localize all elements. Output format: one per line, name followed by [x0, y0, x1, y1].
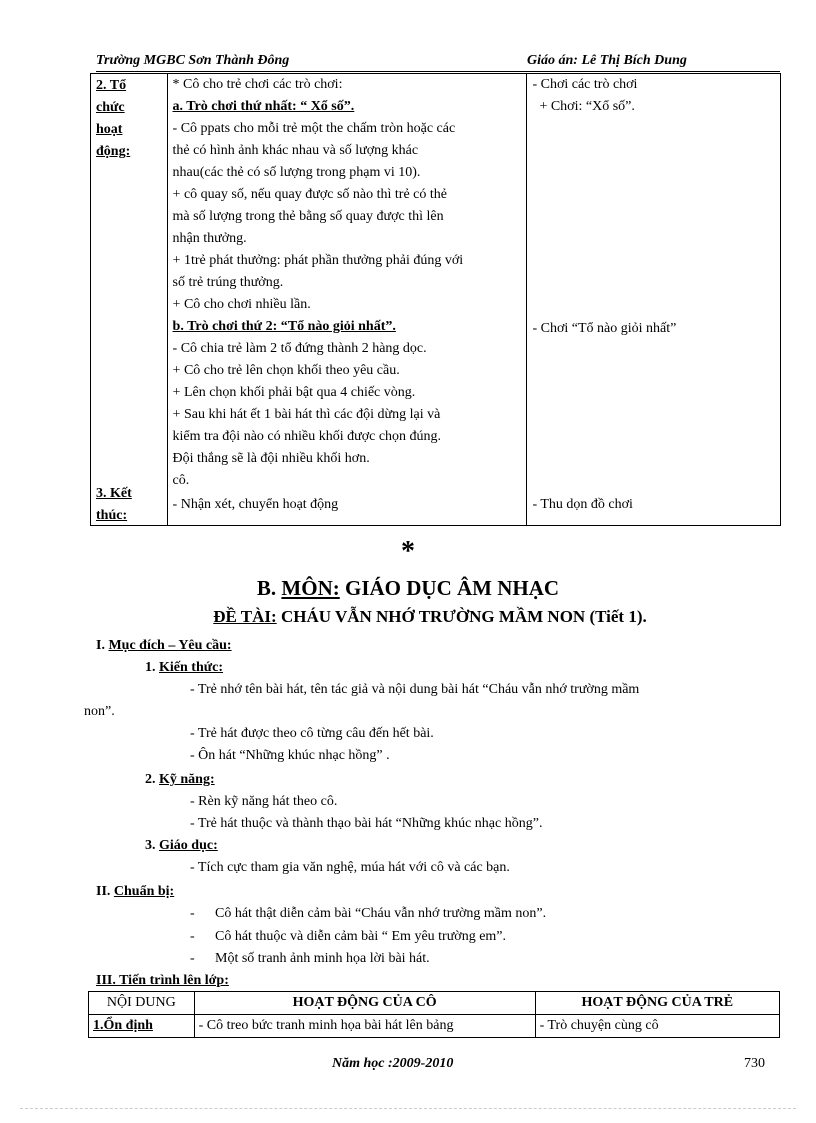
subsection-title: Kỹ năng: — [159, 772, 215, 787]
section-title — [0, 576, 816, 601]
prep-item: Cô hát thuộc và diễn cảm bài “ Em yêu trường em”. — [215, 929, 507, 944]
topic-label: ĐỀ TÀI: — [213, 607, 277, 626]
child-line: - Chơi các trò chơi — [532, 77, 638, 92]
teacher-line: b. Trò chơi thứ 2: “Tổ nào giỏi nhất”. — [172, 319, 396, 334]
section-2-roman: II. — [96, 884, 111, 899]
section-1-title: Mục đích – Yêu cầu: — [108, 638, 232, 653]
teacher-line: + cô quay số, nếu quay được số nào thì trẻ có thẻ — [172, 187, 447, 202]
section-1-roman: I. — [96, 638, 105, 653]
lesson-row-content: 1.Ổn định — [89, 1015, 195, 1038]
subsection-skills — [145, 772, 215, 788]
topic-title — [0, 607, 816, 627]
teacher-line: * Cô cho trẻ chơi các trò chơi: — [172, 77, 343, 92]
knowledge-line: - Trẻ hát được theo cô từng câu đến hết bài. — [190, 726, 434, 741]
activity-col-step — [91, 74, 168, 526]
teacher-line: cô. — [172, 473, 190, 488]
subsection-num: 2. — [145, 772, 156, 787]
knowledge-line: - Trẻ nhớ tên bài hát, tên tác giả và nội dung bài hát “Cháu vẫn nhớ trường mầm — [190, 682, 640, 697]
teacher-line: - Cô chia trẻ làm 2 tổ đứng thành 2 hàng dọc. — [172, 341, 427, 356]
subsection-education — [145, 838, 218, 854]
header-divider — [96, 71, 780, 72]
teacher-line: mà số lượng trong thẻ bằng số quay được thì lên — [172, 209, 444, 224]
lesson-table — [88, 991, 780, 1038]
knowledge-line: non”. — [84, 704, 115, 719]
subsection-title: Kiến thức: — [159, 660, 224, 675]
section-3-heading: III. Tiến trình lên lớp: — [96, 973, 229, 988]
teacher-line: nhận thưởng. — [172, 231, 247, 246]
teacher-line: số trẻ trúng thưởng. — [172, 275, 284, 290]
school-year: Năm học :2009-2010 — [332, 1056, 454, 1071]
teacher-line: Đội thắng sẽ là đội nhiều khối hơn. — [172, 451, 370, 466]
prep-bullet: - — [190, 929, 195, 944]
step-label: 2. Tổ — [96, 78, 127, 93]
page-bottom-rule — [20, 1108, 796, 1109]
subsection-num: 3. — [145, 838, 156, 853]
lesson-header-child: HOẠT ĐỘNG CỦA TRẺ — [535, 992, 779, 1015]
teacher-line: a. Trò chơi thứ nhất: “ Xổ số”. — [172, 99, 355, 114]
child-line: - Thu dọn đồ chơi — [532, 497, 633, 512]
skills-line: - Rèn kỹ năng hát theo cô. — [190, 794, 338, 809]
lesson-row-teacher: - Cô treo bức tranh minh họa bài hát lên bảng — [194, 1015, 535, 1038]
prep-bullet: - — [190, 951, 195, 966]
prep-bullet: - — [190, 906, 195, 921]
section-2-heading — [96, 884, 174, 900]
school-name: Trường MGBC Sơn Thành Đông — [96, 53, 290, 68]
step-label: động: — [96, 144, 131, 159]
section-prefix: B. — [256, 576, 277, 600]
step-label: 3. Kết — [96, 486, 132, 501]
section-name: GIÁO DỤC ÂM NHẠC — [345, 576, 560, 600]
knowledge-line: - Ôn hát “Những khúc nhạc hồng” . — [190, 748, 390, 763]
teacher-line: - Nhận xét, chuyển hoạt động — [172, 497, 339, 512]
teacher-line: + 1trẻ phát thưởng: phát phần thưởng phải đúng với — [172, 253, 464, 268]
education-line: - Tích cực tham gia văn nghệ, múa hát với cô và các bạn. — [190, 860, 510, 875]
teacher-line: + Lên chọn khối phải bật qua 4 chiếc vòng. — [172, 385, 416, 400]
teacher-name: Giáo án: Lê Thị Bích Dung — [527, 53, 687, 68]
activity-col-teacher — [167, 74, 527, 526]
step-label: hoạt — [96, 122, 123, 137]
topic-name: CHÁU VẪN NHỚ TRƯỜNG MẦM NON (Tiết 1). — [280, 607, 647, 626]
subsection-knowledge — [145, 660, 223, 676]
teacher-line: kiểm tra đội nào có nhiều khối được chọn đúng. — [172, 429, 442, 444]
section-mon: MÔN: — [281, 576, 340, 600]
subsection-title: Giáo dục: — [159, 838, 218, 853]
lesson-header-content: NỘI DUNG — [89, 992, 195, 1015]
teacher-line: + Sau khi hát ết 1 bài hát thì các đội dừng lại và — [172, 407, 441, 422]
child-line: + Chơi: “Xổ số”. — [539, 99, 635, 114]
teacher-line: thẻ có hình ảnh khác nhau và số lượng khác — [172, 143, 419, 158]
teacher-line: + Cô cho trẻ lên chọn khối theo yêu cầu. — [172, 363, 400, 378]
activity-table — [90, 73, 781, 526]
teacher-line: nhau(các thẻ có số lượng trong phạm vi 10). — [172, 165, 421, 180]
prep-item: Cô hát thật diễn cảm bài “Cháu vẫn nhớ trường mầm non”. — [215, 906, 547, 921]
teacher-line: - Cô ppats cho mỗi trẻ một the chấm tròn hoặc các — [172, 121, 456, 136]
step-label: chức — [96, 100, 125, 115]
prep-item: Một số tranh ảnh minh họa lời bài hát. — [215, 951, 430, 966]
page-number: 730 — [744, 1056, 765, 1071]
step-label: thúc: — [96, 508, 128, 523]
lesson-row-child: - Trò chuyện cùng cô — [535, 1015, 779, 1038]
activity-col-child — [527, 74, 781, 526]
teacher-line: + Cô cho chơi nhiều lần. — [172, 297, 311, 312]
subsection-num: 1. — [145, 660, 156, 675]
skills-line: - Trẻ hát thuộc và thành thạo bài hát “Những khúc nhạc hồng”. — [190, 816, 543, 831]
section-1-heading — [96, 638, 232, 654]
section-2-title: Chuẩn bị: — [113, 884, 175, 899]
lesson-header-teacher: HOẠT ĐỘNG CỦA CÔ — [194, 992, 535, 1015]
section-separator: * — [401, 536, 415, 567]
child-line: - Chơi “Tổ nào giỏi nhất” — [532, 321, 677, 336]
